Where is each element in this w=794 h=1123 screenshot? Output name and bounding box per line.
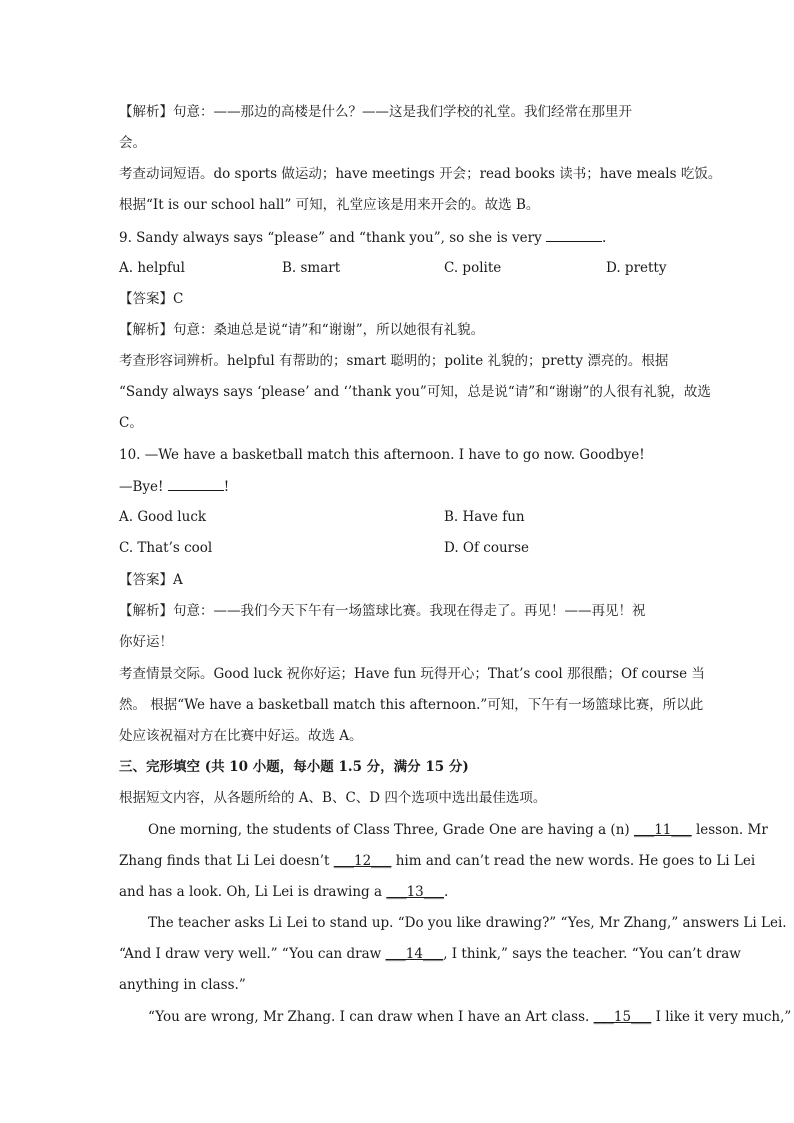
option-10-b: B. Have fun [444,509,525,525]
analysis-9-line-1: 【解析】句意：桑迪总是说“请”和“谢谢”，所以她很有礼貌。 [119,322,485,338]
analysis-9-line-2: 考查形容词辨析。helpful 有帮助的；smart 聪明的；polite 礼貌的；pretty 漂亮的。根据 [119,353,669,369]
blank-15: ___15___ [593,1009,652,1025]
passage-text: One morning, the students of Class Three, Grade One are having a (n) [148,822,634,838]
section-instruction: 根据短文内容，从各题所给的 A、B、C、D 四个选项中选出最佳选项。 [119,790,547,806]
analysis-10-line-2: 你好运！ [119,634,173,650]
analysis-10-line-3: 考查情景交际。Good luck 祝你好运；Have fun 玩得开心；That’s cool 那很酷；Of course 当 [119,666,705,682]
blank-13: ___13___ [386,884,445,900]
question-9 [119,227,606,248]
answer-blank [546,227,602,242]
analysis-9-line-3: “Sandy always says ‘please’ and ‘’thank you”可知，总是说“请”和“谢谢”的人很有礼貌，故选 [119,384,711,400]
passage-line-1 [148,820,768,840]
passage-line-7 [148,1007,791,1027]
passage-text: “And I draw very well.” “You can draw [119,946,386,962]
analysis-10-line-4: 然。 根据“We have a basketball match this afternoon.”可知，下午有一场篮球比赛，所以此 [119,697,704,713]
option-9-a: A. helpful [119,260,185,276]
answer-blank [168,476,224,491]
analysis-9-line-4: C。 [119,415,143,431]
answer-9: 【答案】C [119,291,184,307]
option-10-d: D. Of course [444,540,530,556]
passage-line-5 [119,944,741,964]
passage-text: him and can’t read the new words. He goes to Li Lei [391,853,756,869]
question-9-text: 9. Sandy always says “please” and “thank you”, so she is very [119,230,542,246]
analysis-8-line-1: 【解析】句意：——那边的高楼是什么？——这是我们学校的礼堂。我们经常在那里开 [119,104,632,120]
passage-line-4: The teacher asks Li Lei to stand up. “Do you like drawing?” “Yes, Mr Zhang,” answers Li Lei. [148,915,787,931]
question-10-end: ! [223,479,230,495]
option-9-c: C. polite [444,260,502,276]
analysis-8-line-3: 考查动词短语。do sports 做运动；have meetings 开会；read books 读书；have meals 吃饭。 [119,166,722,182]
blank-12: ___12___ [333,853,392,869]
blank-11: ___11___ [633,822,692,838]
analysis-8-line-4: 根据“It is our school hall” 可知，礼堂应该是用来开会的。故选 B。 [119,197,540,213]
option-9-b: B. smart [282,260,341,276]
analysis-10-line-1: 【解析】句意：——我们今天下午有一场篮球比赛。我现在得走了。再见！——再见！祝 [119,603,646,619]
question-10-line-2 [119,476,229,497]
passage-line-2 [119,851,755,871]
question-9-end: . [602,230,607,246]
analysis-8-line-2: 会。 [119,135,146,151]
section-heading: 三、完形填空 (共 10 小题，每小题 1.5 分，满分 15 分) [119,759,469,775]
passage-text: . [444,884,449,900]
blank-14: ___14___ [385,946,444,962]
passage-text: Zhang finds that Li Lei doesn’t [119,853,334,869]
question-10-bye: —Bye! [119,479,164,495]
answer-10: 【答案】A [119,572,183,588]
option-9-d: D. pretty [606,260,667,276]
passage-text: “You are wrong, Mr Zhang. I can draw when I have an Art class. [148,1009,594,1025]
passage-line-6: anything in class.” [119,977,246,993]
passage-text: , I think,” says the teacher. “You can’t draw [443,946,741,962]
option-10-c: C. That’s cool [119,540,213,556]
option-10-a: A. Good luck [119,509,207,525]
question-10-line-1: 10. —We have a basketball match this afternoon. I have to go now. Goodbye! [119,447,645,463]
passage-text: and has a look. Oh, Li Lei is drawing a [119,884,387,900]
passage-line-3 [119,882,448,902]
analysis-10-line-5: 处应该祝福对方在比赛中好运。故选 A。 [119,728,363,744]
passage-text: I like it very much,” [651,1009,792,1025]
passage-text: lesson. Mr [691,822,768,838]
